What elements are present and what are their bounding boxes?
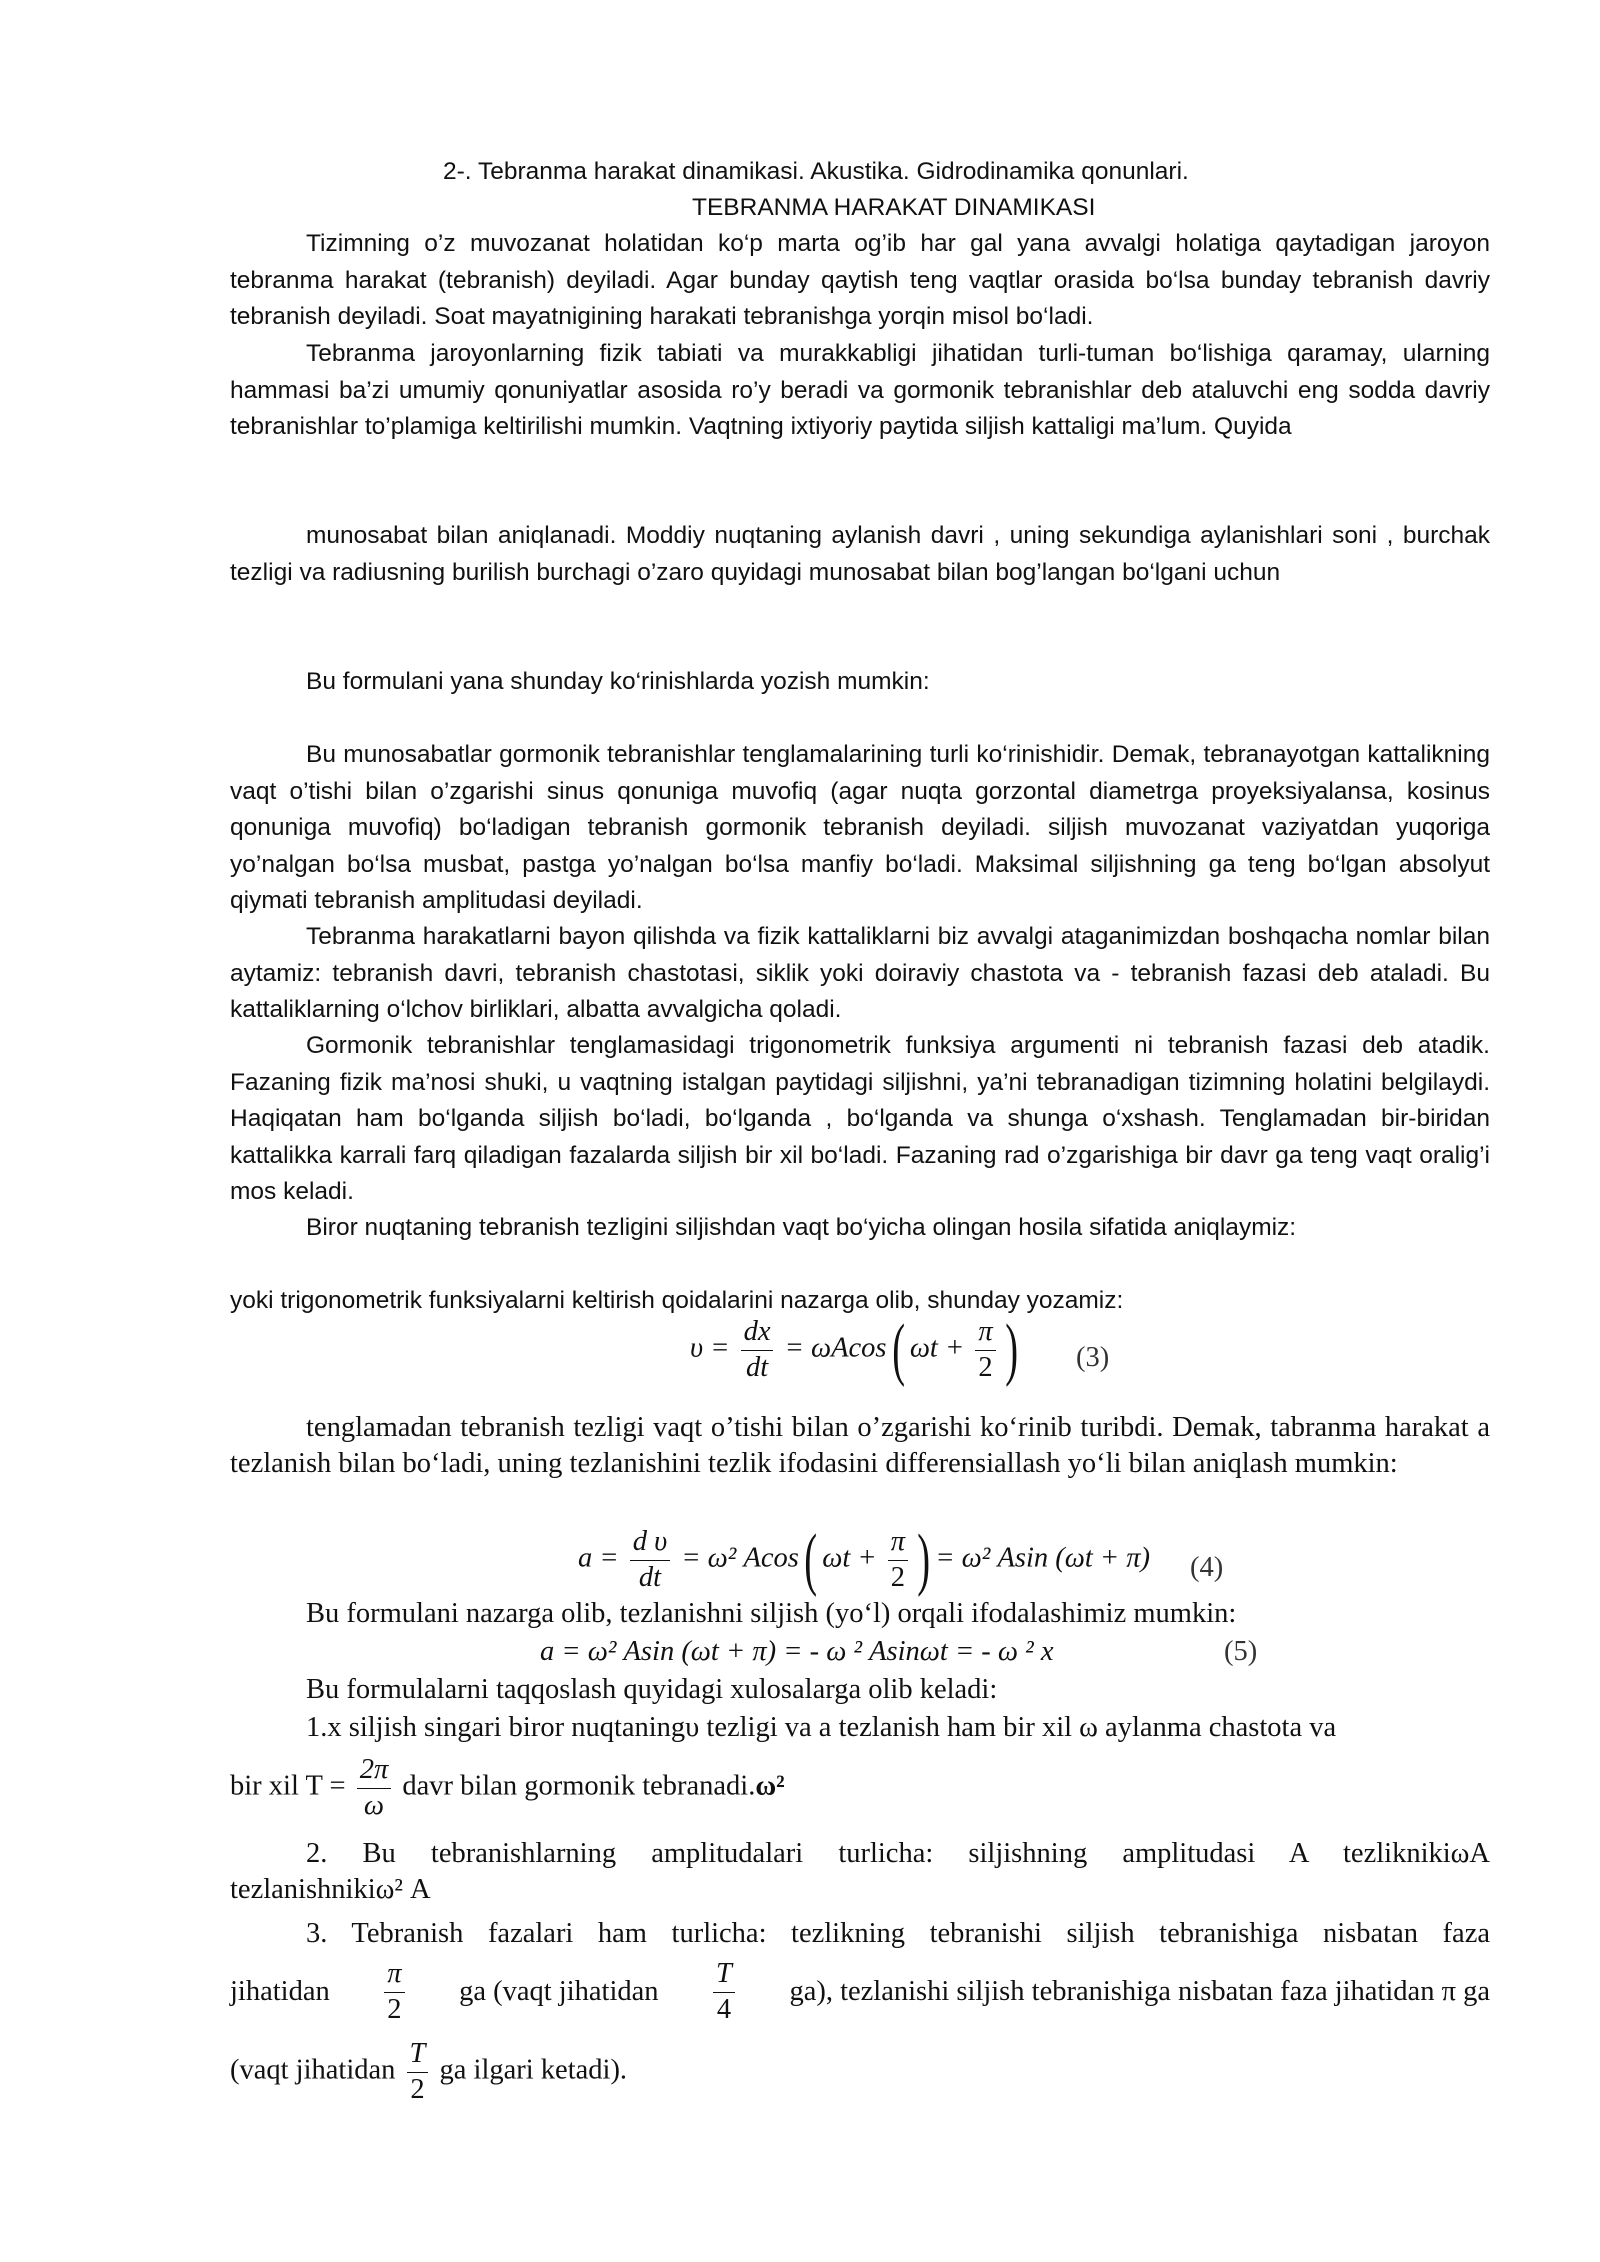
eq4-pi-den: 2 bbox=[890, 1561, 905, 1593]
eq4-mid: = ω² Acos bbox=[681, 1542, 799, 1574]
paragraph-14-line-2: tezlanishnikiω² A bbox=[230, 1874, 431, 1905]
eq3-fraction bbox=[741, 1318, 774, 1382]
paragraph-3: munosabat bilan aniqlanadi. Moddiy nuqtaning aylanish davri , uning sekundiga aylanishlari soni , burchak tezligi va radiusning burilish burchagi o’zaro quyidagi munosabat bilan bog’langan bo‘lgani uchun bbox=[230, 522, 1490, 586]
eq4-fraction bbox=[630, 1528, 670, 1592]
paragraph-15-line-1: 3. Tebranish fazalari ham turlicha: tezlikning tebranishi siljish tebranishiga nisbatan faza bbox=[306, 1918, 1490, 1949]
paragraph-7: Gormonik tebranishlar tenglamasidagi trigonometrik funksiya argumenti ni tebranish fazasi deb atadik. Fazaning fizik ma’nosi shuki, u vaqtning istalgan paytidagi siljishni, ya’ni tebranadigan tizimning holatini belgilaydi. Haqiqatan ham bo‘lganda siljish bo‘ladi, bo‘lganda , bo‘lganda va shunga o‘xshash. Tenglamadan bir-biridan kattalikka karrali farq qiladigan fazalarda siljish bir xil bo‘ladi. Fazaning rad o’zgarishiga bir davr ga teng vaqt oralig’i mos keladi. bbox=[230, 1032, 1490, 1205]
p15-part-3: ga), tezlanishi siljish tebranishiga nisbatan faza jihatidan π ga bbox=[789, 1976, 1490, 2007]
equation-3-number: (3) bbox=[1076, 1342, 1110, 1373]
section-title: TEBRANMA HARAKAT DINAMIKASI bbox=[692, 194, 1096, 221]
paragraph-8: Biror nuqtaning tebranish tezligini siljishdan vaqt bo‘yicha olingan hosila sifatida aniqlaymiz: bbox=[306, 1214, 1297, 1241]
equation-4 bbox=[578, 1521, 1151, 1598]
paragraph-2: Tebranma jaroyonlarning fizik tabiati va murakkabligi jihatidan turli-tuman bo‘lishiga qaramay, ularning hammasi ba’zi umumiy qonuniyatlar asosida ro’y beradi va gormonik tebranishlar deb ataluvchi eng sodda davriy tebranishlar to’plamiga keltirilishi mumkin. Vaqtning ixtiyoriy paytida siljish kattaligi ma’lum. Quyida bbox=[230, 340, 1490, 440]
document-heading: 2-. Tebranma harakat dinamikasi. Akustika. Gidrodinamika qonunlari. bbox=[443, 158, 1189, 185]
eq4-lhs: a = bbox=[578, 1542, 619, 1574]
eq4-rest: = ω² Asin (ωt + π) bbox=[935, 1542, 1151, 1574]
eq4-pi-fraction bbox=[888, 1528, 908, 1592]
eq3-arg: ωt + bbox=[909, 1332, 965, 1364]
eq5-expr: a = ω² Asin (ωt + π) = - ω ² Asinωt = - ω ² x bbox=[540, 1636, 1054, 1667]
eq3-pi-num: π bbox=[975, 1318, 995, 1351]
eq3-pi-fraction bbox=[975, 1318, 995, 1382]
paragraph-4: Bu formulani yana shunday ko‘rinishlarda yozish mumkin: bbox=[306, 668, 930, 695]
p16-num: T bbox=[407, 2040, 429, 2073]
paragraph-11: Bu formulani nazarga olib, tezlanishni siljish (yo‘l) orqali ifodalashimiz mumkin: bbox=[306, 1598, 1237, 1629]
paragraph-10: tenglamadan tebranish tezligi vaqt o’tishi bilan o’zgarishi ko‘rinib turibdi. Demak, tabranma harakat a tezlanish bilan bo‘ladi, uning tezlanishini tezlik ifodasini differensiallash yo‘li bilan aniqlash mumkin: bbox=[230, 1412, 1490, 1479]
p16-part-1: (vaqt jihatidan bbox=[230, 2054, 396, 2086]
eq3-mid: = ωAcos bbox=[784, 1332, 887, 1364]
eq3-den: dt bbox=[745, 1351, 769, 1383]
equation-4-number: (4) bbox=[1190, 1552, 1224, 1583]
eq4-close-paren: ) bbox=[917, 1521, 931, 1598]
eq3-close-paren: ) bbox=[1004, 1311, 1018, 1388]
p15-part-2: ga (vaqt jihatidan bbox=[459, 1976, 659, 2007]
eq3-num: dx bbox=[741, 1318, 774, 1351]
paragraph-16 bbox=[230, 2040, 627, 2104]
paragraph-1: Tizimning o’z muvozanat holatidan ko‘p marta og’ib har gal yana avvalgi holatiga qaytadigan jaroyon tebranma harakat (tebranish) deyiladi. Agar bunday qaytish teng vaqtlar orasida bo‘lsa bunday tebranish davriy tebranish deyiladi. Soat mayatnigining harakati tebranishga yorqin misol bo‘ladi. bbox=[230, 230, 1490, 330]
p15-part-1: jihatidan bbox=[230, 1976, 330, 2007]
paragraph-15-line-2 bbox=[230, 1960, 1490, 2024]
p16-part-2: ga ilgari ketadi). bbox=[439, 2054, 628, 2086]
paragraph-13-line-2 bbox=[230, 1756, 785, 1820]
eq4-pi-num: π bbox=[888, 1528, 908, 1561]
eq4-num: d υ bbox=[630, 1528, 670, 1561]
equation-5 bbox=[540, 1634, 1054, 1670]
p15-f1-num: π bbox=[384, 1960, 404, 1993]
paragraph-5: Bu munosabatlar gormonik tebranishlar tenglamalarining turli ko‘rinishidir. Demak, tebranayotgan kattalikning vaqt o’tishi bilan o’zgarishi sinus qonuniga muvofiq (agar nuqta gorzontal diametrga proyeksiyalansa, kosinus qonuniga muvofiq) bo‘ladigan tebranish gormonik tebranish deyiladi. siljish muvozanat vaziyatdan yuqoriga yo’nalgan bo‘lsa musbat, pastga yo’nalgan bo‘lsa manfiy bo‘ladi. Maksimal siljishning ga teng bo‘lgan absolyut qiymati tebranish amplitudasi deyiladi. bbox=[230, 741, 1490, 914]
paragraph-13-line-1: 1.x siljish singari biror nuqtaningυ tezligi va a tezlanish ham bir xil ω aylanma chastota va bbox=[306, 1712, 1337, 1743]
equation-5-number: (5) bbox=[1224, 1636, 1258, 1667]
paragraph-6: Tebranma harakatlarni bayon qilishda va fizik kattaliklarni biz avvalgi ataganimizdan boshqacha nomlar bilan aytamiz: tebranish davri, tebranish chastotasi, siklik yoki doiraviy chastota va - tebranish fazasi deb ataladi. Bu kattaliklarning o‘lchov birliklari, albatta avvalgicha qoladi. bbox=[230, 923, 1490, 1023]
p13-period-fraction bbox=[357, 1756, 392, 1820]
eq4-arg: ωt + bbox=[822, 1542, 877, 1574]
p15-fraction-1 bbox=[384, 1960, 404, 2024]
equation-3 bbox=[690, 1311, 1023, 1388]
paragraph-12: Bu formulalarni taqqoslash quyidagi xulosalarga olib keladi: bbox=[306, 1674, 998, 1705]
p13-post: davr bilan gormonik tebranadi. bbox=[402, 1770, 756, 1802]
paragraph-14-line-1: 2. Bu tebranishlarning amplitudalari turlicha: siljishning amplitudasi A tezliknikiωA bbox=[306, 1838, 1490, 1869]
p16-fraction bbox=[407, 2040, 429, 2104]
p15-fraction-2 bbox=[713, 1960, 735, 2024]
p15-f2-den: 4 bbox=[716, 1993, 732, 2025]
p13-num: 2π bbox=[357, 1756, 392, 1789]
eq3-pi-den: 2 bbox=[978, 1351, 993, 1383]
eq3-lhs: υ = bbox=[690, 1332, 730, 1364]
p13-den: ω bbox=[363, 1789, 385, 1821]
p13-pre: bir xil T = bbox=[230, 1770, 346, 1802]
eq4-den: dt bbox=[638, 1561, 662, 1593]
eq3-open-paren: ( bbox=[891, 1311, 905, 1388]
p16-den: 2 bbox=[410, 2073, 425, 2105]
p15-f1-den: 2 bbox=[387, 1993, 402, 2025]
eq4-open-paren: ( bbox=[804, 1521, 817, 1598]
p13-bold: ω² bbox=[755, 1770, 785, 1802]
p15-f2-num: T bbox=[713, 1960, 735, 1993]
paragraph-9: yoki trigonometrik funksiyalarni keltirish qoidalarini nazarga olib, shunday yozamiz: bbox=[230, 1287, 1124, 1314]
